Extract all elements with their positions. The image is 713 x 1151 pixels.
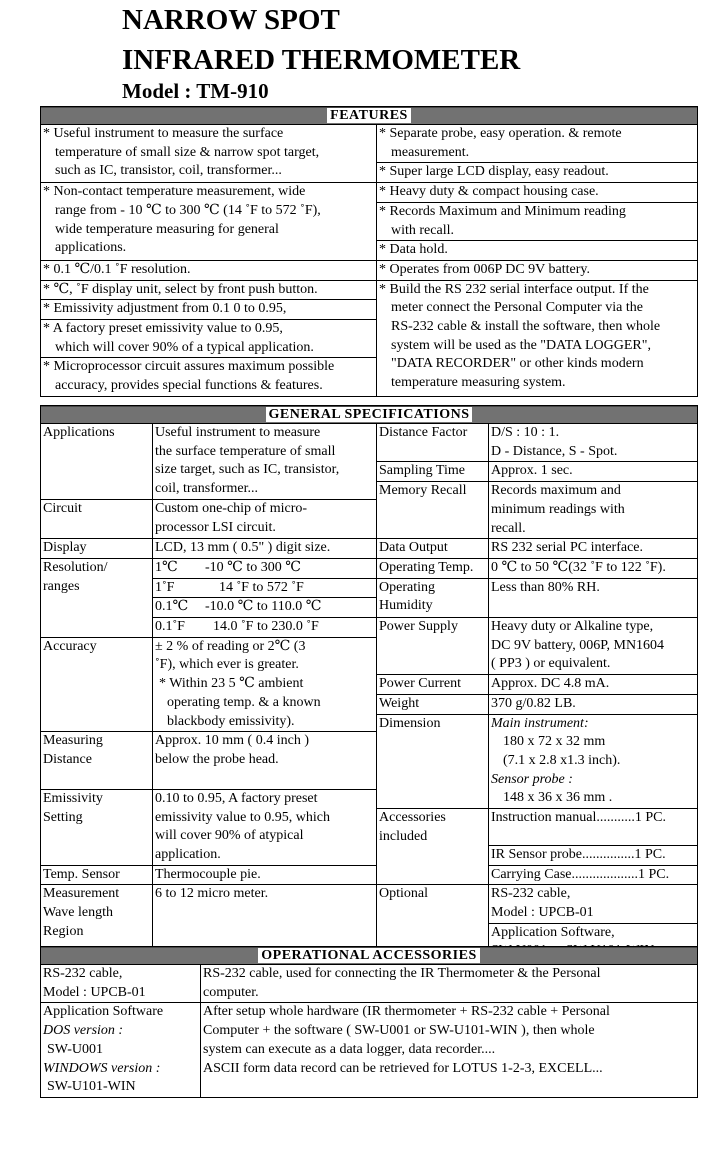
specifications-table <box>40 405 698 962</box>
spec-value-emissivity: 0.10 to 0.95, A factory preset emissivity value to 0.95, which will cover 90% of atypical application. <box>153 789 377 865</box>
accessory-label-software: Application Software DOS version : SW-U001 WINDOWS version : SW-U101-WIN <box>41 1003 201 1098</box>
feature-item: * Useful instrument to measure the surface temperature of small size & narrow spot target, such as IC, transistor, coil, transformer... <box>41 125 377 183</box>
title-line1: NARROW SPOT <box>122 4 340 36</box>
spec-value-accessory: Instruction manual...........1 PC. <box>489 809 698 846</box>
spec-label-op-humidity: Operating Humidity <box>377 578 489 617</box>
spec-value-accessory: Carrying Case...................1 PC. <box>489 865 698 885</box>
spec-label-measuring-distance: Measuring Distance <box>41 732 153 790</box>
spec-value-temp-sensor: Thermocouple pie. <box>153 865 377 885</box>
feature-item: * Super large LCD display, easy readout. <box>377 163 698 183</box>
feature-item: * A factory preset emissivity value to 0.95, which will cover 90% of a typical application. <box>41 320 377 358</box>
spec-label-accuracy: Accuracy <box>41 637 153 732</box>
spec-label-applications: Applications <box>41 424 153 500</box>
accessory-label-rs232: RS-232 cable, Model : UPCB-01 <box>41 965 201 1003</box>
feature-item: * Records Maximum and Minimum reading with recall. <box>377 202 698 240</box>
feature-item: * Microprocessor circuit assures maximum possible accuracy, provides special functions & features. <box>41 358 377 396</box>
spec-value-applications: Useful instrument to measure the surface temperature of small size target, such as IC, transistor, coil, transformer... <box>153 424 377 500</box>
spec-label-op-temp: Operating Temp. <box>377 558 489 578</box>
resolution-row: 0.1˚F 14.0 ˚F to 230.0 ˚F <box>153 618 377 638</box>
title-line2: INFRARED THERMOMETER <box>122 44 521 76</box>
spec-value-circuit: Custom one-chip of micro- processor LSI circuit. <box>153 499 377 538</box>
accessories-table <box>40 946 698 1098</box>
spec-value-accuracy: ± 2 % of reading or 2℃ (3 ˚F), which ever is greater. * Within 23 5 ℃ ambient operating temp. & a known blackbody emissivity). <box>153 637 377 732</box>
spec-label-power-current: Power Current <box>377 675 489 695</box>
feature-item: * Operates from 006P DC 9V battery. <box>377 260 698 280</box>
spec-value-dimension: Main instrument: 180 x 72 x 32 mm (7.1 x 2.8 x1.3 inch). Sensor probe : 148 x 36 x 36 mm . <box>489 714 698 809</box>
spec-value-measuring-distance: Approx. 10 mm ( 0.4 inch ) below the probe head. <box>153 732 377 790</box>
resolution-row: 1℃ -10 ℃ to 300 ℃ <box>153 558 377 578</box>
spec-label-display: Display <box>41 539 153 559</box>
spec-value-sampling: Approx. 1 sec. <box>489 462 698 482</box>
feature-item: * Non-contact temperature measurement, wide range from - 10 ℃ to 300 ℃ (14 ˚F to 572 ˚F), wide temperature measuring for general applications. <box>41 183 377 261</box>
accessory-desc-rs232: RS-232 cable, used for connecting the IR Thermometer & the Personal computer. <box>201 965 698 1003</box>
spec-value-data-output: RS 232 serial PC interface. <box>489 539 698 559</box>
spec-label-dimension: Dimension <box>377 714 489 809</box>
model-title: Model : TM-910 <box>122 79 269 103</box>
spec-value-distance-factor: D/S : 10 : 1. D - Distance, S - Spot. <box>489 424 698 462</box>
spec-label-circuit: Circuit <box>41 499 153 538</box>
spec-value-op-temp: 0 ℃ to 50 ℃(32 ˚F to 122 ˚F). <box>489 558 698 578</box>
spec-label-optional: Optional <box>377 885 489 962</box>
spec-value-power-supply: Heavy duty or Alkaline type, DC 9V battery, 006P, MN1604 ( PP3 ) or equivalent. <box>489 618 698 675</box>
spec-value-optional-software: Application Software, <box>489 923 698 961</box>
feature-item: * Emissivity adjustment from 0.1 0 to 0.95, <box>41 300 377 320</box>
feature-item: * Build the RS 232 serial interface output. If the meter connect the Personal Computer via the RS-232 cable & install the software, then whole system will be used as the "DATA LOGGER", "DATA RECORDER" or other kinds modern temperature measuring system. <box>377 280 698 396</box>
spec-value-optional-cable: RS-232 cable, Model : UPCB-01 <box>489 885 698 923</box>
spec-label-memory: Memory Recall <box>377 482 489 539</box>
feature-item: * Heavy duty & compact housing case. <box>377 183 698 203</box>
features-header: FEATURES <box>41 107 698 125</box>
feature-item: * Data hold. <box>377 241 698 261</box>
feature-item: * ℃, ˚F display unit, select by front push button. <box>41 280 377 300</box>
spec-label-sampling: Sampling Time <box>377 462 489 482</box>
spec-value-memory: Records maximum and minimum readings with recall. <box>489 482 698 539</box>
spec-label-temp-sensor: Temp. Sensor <box>41 865 153 885</box>
spec-label-weight: Weight <box>377 694 489 714</box>
spec-label-resolution: Resolution/ ranges <box>41 558 153 637</box>
features-table <box>40 106 698 397</box>
spec-label-data-output: Data Output <box>377 539 489 559</box>
resolution-row: 1˚F 14 ˚F to 572 ˚F <box>153 578 377 598</box>
resolution-row: 0.1℃ -10.0 ℃ to 110.0 ℃ <box>153 598 377 618</box>
specifications-header: GENERAL SPECIFICATIONS <box>41 406 698 424</box>
spec-label-emissivity: Emissivity Setting <box>41 789 153 865</box>
feature-item: * 0.1 ℃/0.1 ˚F resolution. <box>41 260 377 280</box>
spec-value-op-humidity: Less than 80% RH. <box>489 578 698 617</box>
spec-value-accessory: IR Sensor probe...............1 PC. <box>489 845 698 865</box>
spec-value-power-current: Approx. DC 4.8 mA. <box>489 675 698 695</box>
spec-label-accessories: Accessories included <box>377 809 489 885</box>
feature-item: * Separate probe, easy operation. & remote measurement. <box>377 125 698 163</box>
accessory-desc-software: After setup whole hardware (IR thermometer + RS-232 cable + Personal Computer + the software ( SW-U001 or SW-U101-WIN ), then whole system can execute as a data logger, data recorder.... ASCII form data record can be retrieved for LOTUS 1-2-3, EXCELL... <box>201 1003 698 1098</box>
accessories-header: OPERATIONAL ACCESSORIES <box>41 947 698 965</box>
spec-label-power-supply: Power Supply <box>377 618 489 675</box>
spec-label-wavelength: Measurement Wave length Region <box>41 885 153 962</box>
spec-value-wavelength: 6 to 12 micro meter. <box>153 885 377 962</box>
spec-value-weight: 370 g/0.82 LB. <box>489 694 698 714</box>
spec-label-distance-factor: Distance Factor <box>377 424 489 462</box>
spec-value-display: LCD, 13 mm ( 0.5" ) digit size. <box>153 539 377 559</box>
